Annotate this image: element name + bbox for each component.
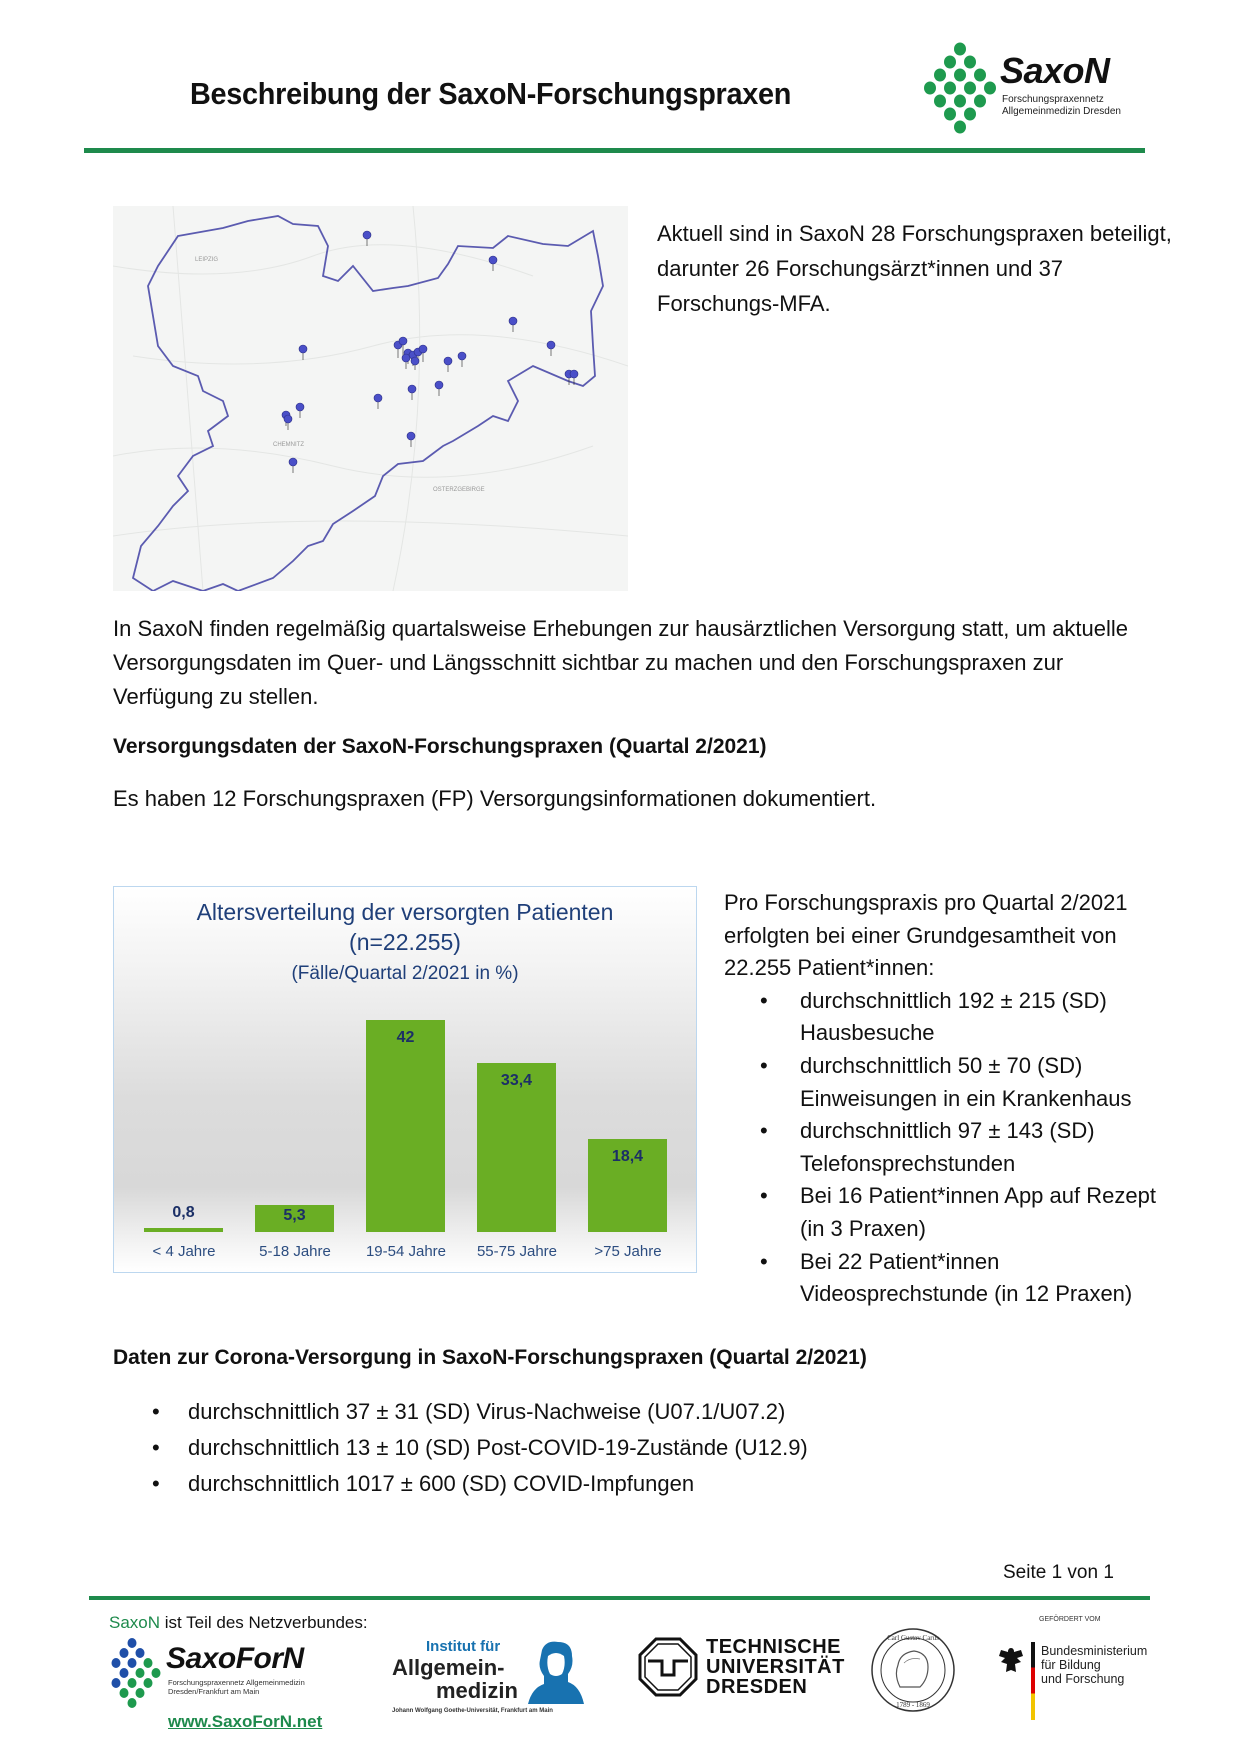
survey-paragraph: In SaxoN finden regelmäßig quartalsweise Erhebungen zur hausärztlichen Versorgung statt, um aktuelle Versorgungsdaten im Quer- und Längsschnitt sichtbar zu machen und den Forschungspraxen zur Verfügung zu stellen. (113, 616, 1129, 709)
saxoforn-dots-icon (110, 1638, 164, 1708)
network-note-brand: SaxoN (109, 1613, 161, 1632)
ifa-line4: Johann Wolfgang Goethe-Universität, Frankfurt am Main (392, 1708, 553, 1714)
age-distribution-chart (113, 886, 697, 1273)
saxony-map-image (113, 206, 628, 591)
bmbf-line3: und Forschung (1041, 1672, 1125, 1686)
saxoforn-sub2: Dresden/Frankfurt am Main (168, 1687, 260, 1696)
network-note-text: ist Teil des Netzverbundes: (160, 1613, 368, 1632)
bar-value-label: 0,8 (172, 1203, 195, 1221)
chart-bar (366, 1020, 445, 1232)
federal-eagle-icon (997, 1646, 1025, 1676)
list-item: • durchschnittlich 50 ± 70 (SD) Einweisungen in ein Krankenhaus (760, 1050, 1184, 1115)
chart-title: Altersverteilung der versorgten Patienten (196, 899, 614, 925)
bar-value-label: 33,4 (500, 1072, 533, 1090)
carus-medallion-icon (870, 1627, 956, 1713)
tud-text (706, 1637, 845, 1697)
saxon-logo-sub1: Forschungspraxennetz (1002, 94, 1104, 105)
chart-bar (588, 1139, 667, 1232)
page-number: Seite 1 von 1 (1003, 1562, 1114, 1583)
tud-line3: DRESDEN (706, 1676, 808, 1698)
practice-map (113, 206, 628, 591)
saxon-logo-sub2: Allgemeinmedizin Dresden (1002, 106, 1121, 117)
saxon-logo-subtitle (1002, 94, 1121, 118)
carl-gustav-carus-logo (870, 1627, 956, 1713)
chart-bar (144, 1203, 223, 1232)
saxon-dots-icon (922, 42, 998, 134)
list-item: • durchschnittlich 192 ± 215 (SD) Hausbesuche (760, 985, 1184, 1050)
saxoforn-logo-subtitle (168, 1678, 305, 1696)
tu-dresden-octagon-icon (638, 1637, 698, 1697)
saxoforn-website-link[interactable]: www.SaxoForN.net (168, 1712, 323, 1731)
per-practice-stats (724, 887, 1184, 1311)
saxoforn-sub1: Forschungspraxennetz Allgemeinmedizin (168, 1678, 305, 1687)
list-item: • Bei 16 Patient*innen App auf Rezept (in 3 Praxen) (760, 1180, 1184, 1245)
network-note (109, 1613, 368, 1633)
carus-bottom-text: 1789 - 1869 (896, 1701, 930, 1709)
intro-text: Aktuell sind in SaxoN 28 Forschungspraxen beteiligt, darunter 26 Forschungsärzt*innen und 37 Forschungs-MFA. (657, 221, 1172, 316)
saxoforn-logo-name: SaxoForN (166, 1642, 304, 1675)
chart-bar (477, 1063, 556, 1232)
list-item: • durchschnittlich 13 ± 10 (SD) Post-COVID-19-Zustände (U12.9) (150, 1430, 808, 1466)
bar-value-label: 5,3 (283, 1207, 306, 1225)
x-axis-label: 5-18 Jahre (259, 1243, 331, 1260)
saxon-logo (922, 40, 1142, 136)
bmbf-gefoerdert: GEFÖRDERT VOM (1039, 1616, 1101, 1623)
svg-text:CHEMNITZ: CHEMNITZ (273, 442, 304, 448)
institut-allgemeinmedizin-logo (390, 1638, 590, 1718)
list-item: • durchschnittlich 1017 ± 600 (SD) COVID-Impfungen (150, 1466, 808, 1502)
saxoforn-logo (110, 1638, 350, 1710)
german-flag-stripe (1031, 1642, 1035, 1720)
per-practice-intro: Pro Forschungspraxis pro Quartal 2/2021 erfolgten bei einer Grundgesamtheit von 22.255 Patient*innen: (724, 890, 1128, 981)
bar-value-label: 18,4 (611, 1148, 644, 1166)
page-title: Beschreibung der SaxoN-Forschungspraxen (190, 76, 792, 111)
bmbf-line2: für Bildung (1041, 1658, 1101, 1672)
goethe-portrait-icon (528, 1640, 584, 1704)
x-axis-label: < 4 Jahre (152, 1243, 216, 1260)
list-item: • durchschnittlich 37 ± 31 (SD) Virus-Nachweise (U07.1/U07.2) (150, 1394, 808, 1430)
ifa-line3: medizin (436, 1678, 518, 1703)
x-axis-label: 55-75 Jahre (476, 1243, 558, 1260)
ifa-line2: Allgemein- (392, 1655, 505, 1680)
per-practice-list (760, 985, 1184, 1311)
chart-subtitle: (n=22.255) (349, 929, 461, 955)
ifa-line1: Institut für (426, 1638, 501, 1655)
header-divider (84, 148, 1145, 153)
footer-divider (89, 1596, 1150, 1600)
bmbf-line1: Bundesministerium (1041, 1644, 1148, 1658)
tu-dresden-logo (638, 1633, 848, 1703)
svg-text:OSTERZGEBIRGE: OSTERZGEBIRGE (433, 487, 485, 493)
section-heading-corona: Daten zur Corona-Versorgung in SaxoN-Forschungspraxen (Quartal 2/2021) (113, 1346, 867, 1369)
saxon-logo-name: SaxoN (1000, 50, 1110, 91)
bmbf-logo (995, 1616, 1165, 1726)
chart-bar (255, 1205, 334, 1232)
section-heading-versorgungsdaten: Versorgungsdaten der SaxoN-Forschungspraxen (Quartal 2/2021) (113, 735, 767, 758)
carus-top-text: Carl Gustav Carus (887, 1634, 939, 1642)
corona-stats (150, 1394, 808, 1502)
list-item: • durchschnittlich 97 ± 143 (SD) Telefonsprechstunden (760, 1115, 1184, 1180)
tud-line1: TECHNISCHE (706, 1636, 842, 1658)
x-axis-label: >75 Jahre (594, 1243, 662, 1260)
practices-documented-text: Es haben 12 Forschungspraxen (FP) Versorgungsinformationen dokumentiert. (113, 786, 877, 811)
list-item: • Bei 22 Patient*innen Videosprechstunde (in 12 Praxen) (760, 1246, 1184, 1311)
bar-value-label: 42 (396, 1029, 415, 1046)
bmbf-text (1041, 1644, 1147, 1686)
x-axis-label: 19-54 Jahre (365, 1243, 447, 1260)
corona-list (150, 1394, 808, 1502)
svg-text:LEIPZIG: LEIPZIG (195, 257, 219, 263)
chart-subtitle-2: (Fälle/Quartal 2/2021 in %) (291, 963, 519, 984)
tud-line2: UNIVERSITÄT (706, 1656, 845, 1678)
